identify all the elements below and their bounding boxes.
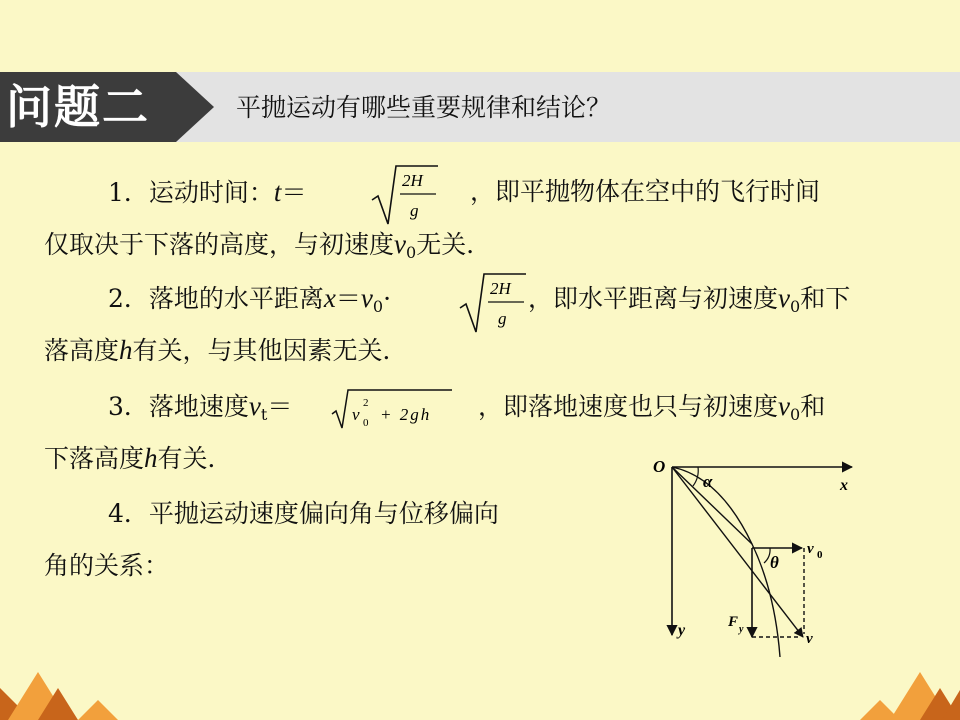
trajectory-curve bbox=[672, 467, 780, 657]
fy-sub-label: y bbox=[739, 624, 744, 635]
v-label: v bbox=[806, 631, 813, 647]
decor-triangles-left bbox=[0, 660, 130, 720]
svg-text:g: g bbox=[498, 309, 507, 328]
svg-text:2H: 2H bbox=[490, 279, 511, 298]
svg-text:2: 2 bbox=[363, 397, 369, 409]
question-tag-label: 问题二 bbox=[6, 80, 150, 134]
item1-line1-suffix: ，即平抛物体在空中的飞行时间 bbox=[470, 177, 821, 206]
svg-text:2H: 2H bbox=[402, 171, 423, 190]
v0-sub-label: 0 bbox=[817, 549, 823, 561]
item1-line2: 仅取决于下落的高度，与初速度$v_0$无关． bbox=[44, 229, 492, 262]
item3-line1-suffix: ，即落地速度也只与初速度$v_0$和 bbox=[478, 391, 826, 424]
v0-label: v bbox=[807, 541, 814, 557]
sqrt-fraction-2h-over-g-1 bbox=[370, 160, 440, 228]
item3-line1: 3．落地速度$v_t=$ bbox=[108, 391, 293, 424]
velocity-line bbox=[672, 467, 803, 637]
item4-line2: 角的关系： bbox=[44, 551, 170, 580]
item2-line1: 2．落地的水平距离$x=v_0\cdot$ bbox=[108, 283, 392, 316]
sqrt-fraction-2h-over-g-2 bbox=[458, 268, 528, 336]
item1-line1: 1．运动时间：t＝ bbox=[108, 177, 307, 207]
svg-text:0: 0 bbox=[363, 417, 369, 429]
svg-text:+ 2gh: + 2gh bbox=[380, 405, 432, 424]
item4-line1: 4．平抛运动速度偏向角与位移偏向 bbox=[108, 499, 499, 528]
item2-line1-suffix: ，即水平距离与初速度$v_0$和下 bbox=[528, 283, 851, 316]
theta-label: θ bbox=[770, 553, 779, 572]
svg-text:v: v bbox=[352, 405, 360, 424]
question-title: 平抛运动有哪些重要规律和结论？ bbox=[236, 93, 612, 122]
x-axis-label: x bbox=[840, 477, 848, 494]
projectile-diagram bbox=[640, 452, 870, 662]
origin-label: O bbox=[653, 457, 666, 476]
sqrt-landing-speed bbox=[330, 384, 454, 432]
item2-line2: 落高度h有关，与其他因素无关． bbox=[44, 335, 408, 365]
decor-triangles-right bbox=[850, 660, 960, 720]
fy-label: F bbox=[728, 614, 739, 630]
y-axis-label: y bbox=[678, 622, 686, 639]
item3-line2: 下落高度h有关． bbox=[44, 443, 233, 473]
svg-text:g: g bbox=[410, 201, 419, 220]
alpha-label: α bbox=[703, 472, 713, 491]
